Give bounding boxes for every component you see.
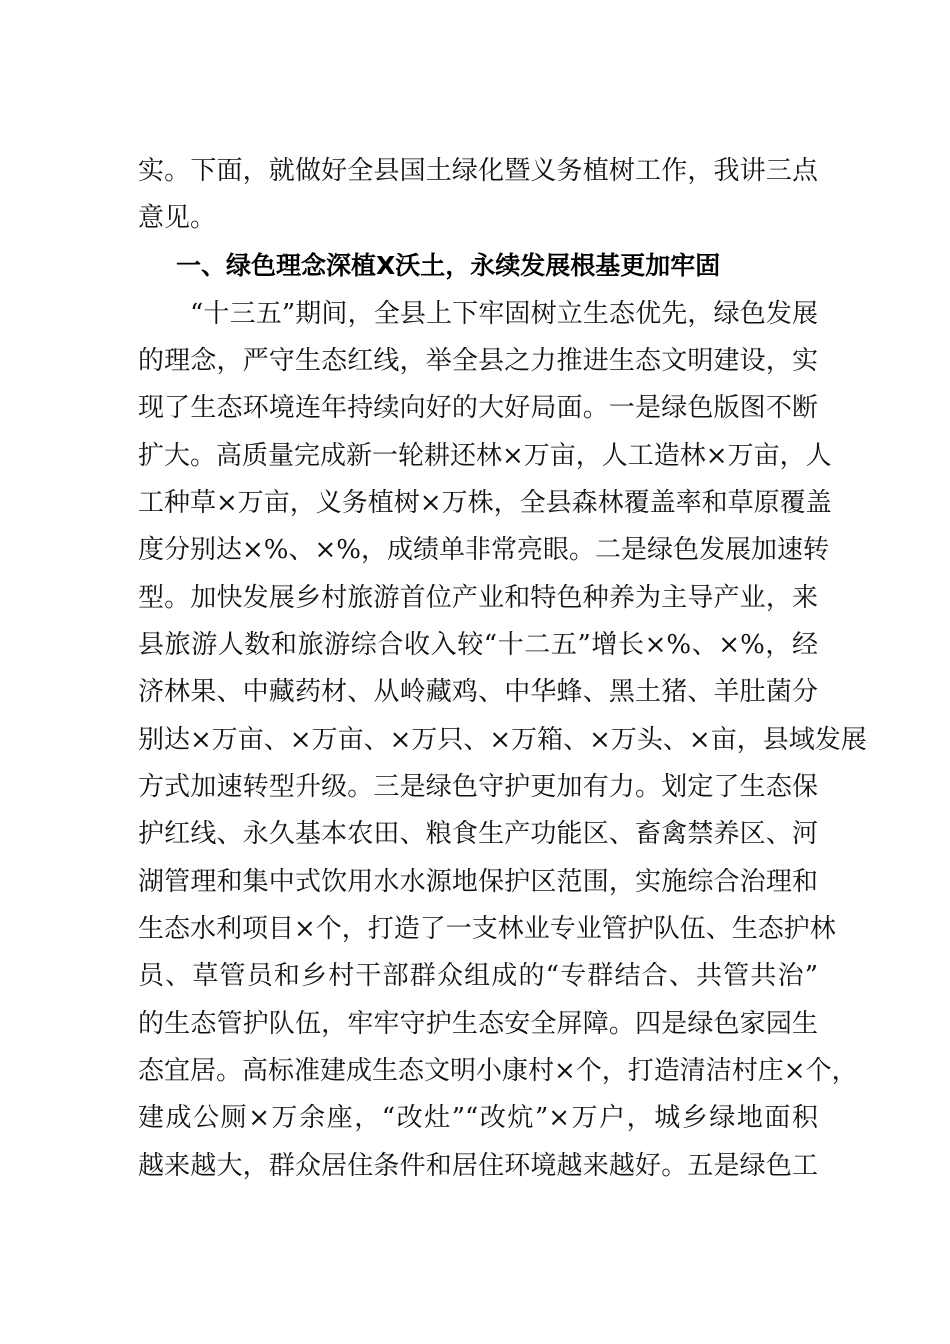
- body-line: 县旅游人数和旅游综合收入较“十二五”增长×%、×%，经: [138, 630, 818, 660]
- body-line: 度分别达×%、×%，成绩单非常亮眼。二是绿色发展加速转: [138, 535, 829, 565]
- body-line: 的理念，严守生态红线，举全县之力推进生态文明建设，实: [138, 346, 818, 376]
- section-heading: 一、绿色理念深植X沃土，永续发展根基更加牢固: [176, 251, 721, 280]
- body-line: 扩大。高质量完成新一轮耕还林×万亩，人工造林×万亩，人: [138, 441, 832, 471]
- body-line: “十三五”期间，全县上下牢固树立生态优先，绿色发展: [190, 299, 818, 329]
- body-line: 的生态管护队伍，牢牢守护生态安全屏障。四是绿色家园生: [138, 1009, 818, 1039]
- body-line: 工种草×万亩，义务植树×万株，全县森林覆盖率和草原覆盖: [138, 488, 832, 518]
- body-line: 生态水利项目×个，打造了一支林业专业管护队伍、生态护林: [138, 914, 836, 944]
- body-line: 护红线、永久基本农田、粮食生产功能区、畜禽禁养区、河: [138, 819, 818, 849]
- body-line: 济林果、中藏药材、从岭藏鸡、中华蜂、黑土猪、羊肚菌分: [138, 677, 818, 707]
- body-line: 建成公厕×万余座，“改灶”“改炕”×万户，城乡绿地面积: [138, 1103, 818, 1133]
- intro-line-1: 实。下面，就做好全县国土绿化暨义务植树工作，我讲三点: [138, 156, 818, 186]
- body-line: 型。加快发展乡村旅游首位产业和特色种养为主导产业，来: [138, 583, 818, 613]
- body-line: 员、草管员和乡村干部群众组成的“专群结合、共管共治”: [138, 961, 818, 991]
- body-line: 别达×万亩、×万亩、×万只、×万箱、×万头、×亩，县域发展: [138, 725, 867, 755]
- body-line: 现了生态环境连年持续向好的大好局面。一是绿色版图不断: [138, 393, 818, 423]
- body-line: 越来越大，群众居住条件和居住环境越来越好。五是绿色工: [138, 1151, 818, 1181]
- body-line: 方式加速转型升级。三是绿色守护更加有力。划定了生态保: [138, 772, 818, 802]
- intro-line-2: 意见。: [138, 203, 217, 233]
- body-line: 态宜居。高标准建成生态文明小康村×个，打造清洁村庄×个，: [138, 1056, 858, 1086]
- body-line: 湖管理和集中式饮用水水源地保护区范围，实施综合治理和: [138, 867, 818, 897]
